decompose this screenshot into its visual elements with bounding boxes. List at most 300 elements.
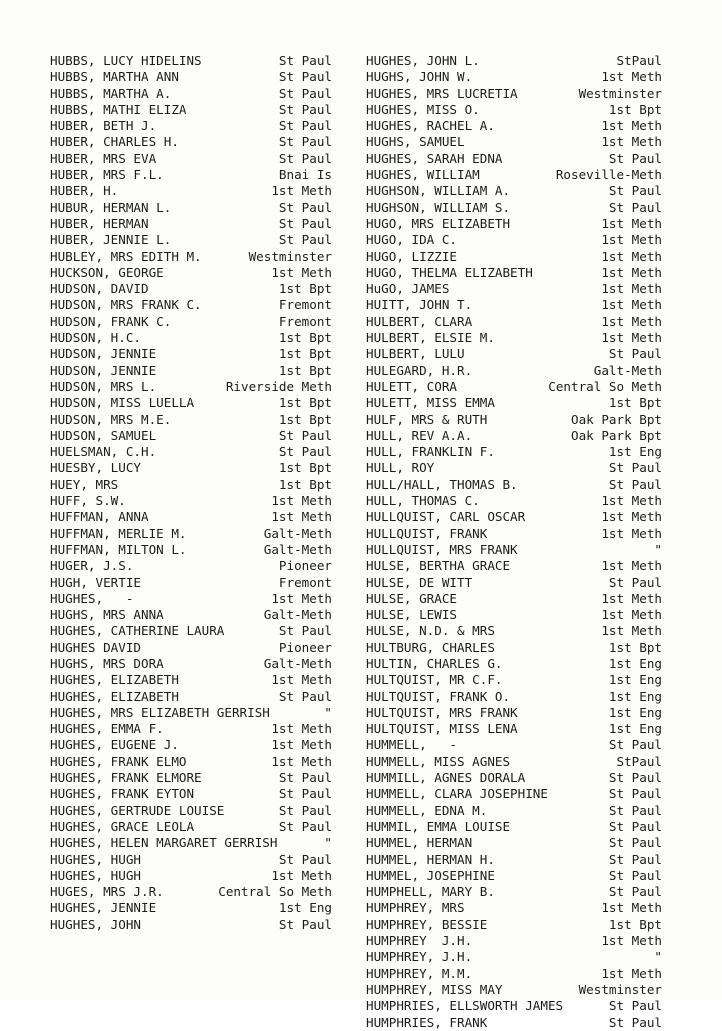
entry-church: 1st Bpt bbox=[278, 460, 332, 476]
entry-name: HULL, THOMAS C. bbox=[366, 493, 480, 509]
entry-name: HUFFMAN, MERLIE M. bbox=[50, 525, 187, 541]
entry-church: 1st Eng bbox=[608, 688, 662, 704]
entry-church: St Paul bbox=[608, 802, 662, 818]
entry-name: HUFF, S.W. bbox=[50, 493, 126, 509]
entry-name: HUMPHELL, MARY B. bbox=[366, 884, 495, 900]
entry-church: Pioneer bbox=[278, 558, 332, 574]
entry-name: HUMMEL, HERMAN bbox=[366, 835, 473, 851]
entry-name: HUGO, THELMA ELIZABETH bbox=[366, 264, 533, 280]
entry-name: HULTBURG, CHARLES bbox=[366, 639, 495, 655]
entry-row bbox=[50, 151, 332, 167]
entry-row bbox=[366, 542, 662, 558]
entry-row bbox=[50, 575, 332, 591]
entry-church: Fremont bbox=[278, 313, 332, 329]
entry-church: Bnai Is bbox=[278, 167, 332, 183]
entry-row bbox=[50, 754, 332, 770]
entry-row bbox=[50, 330, 332, 346]
entry-row bbox=[50, 395, 332, 411]
entry-row bbox=[366, 1015, 662, 1031]
entry-name: HUDSON, FRANK C. bbox=[50, 313, 172, 329]
entry-name: HULTQUIST, FRANK O. bbox=[366, 688, 511, 704]
entry-church: " bbox=[654, 949, 662, 965]
entry-church: St Paul bbox=[278, 101, 332, 117]
entry-church: " bbox=[324, 704, 332, 720]
entry-church: St Paul bbox=[278, 444, 332, 460]
entry-church: 1st Meth bbox=[271, 867, 332, 883]
entry-church: Westminster bbox=[578, 85, 662, 101]
entry-church: 1st Meth bbox=[601, 215, 662, 231]
entry-church: Galt-Meth bbox=[263, 655, 332, 671]
entry-church: St Paul bbox=[608, 1014, 662, 1030]
entry-row bbox=[50, 200, 332, 216]
entry-row bbox=[366, 998, 662, 1014]
entry-name: HUGHES, EMMA F. bbox=[50, 721, 164, 737]
entry-row bbox=[366, 770, 662, 786]
entry-name: HUDSON, DAVID bbox=[50, 281, 149, 297]
entry-church: St Paul bbox=[608, 835, 662, 851]
entry-row bbox=[50, 656, 332, 672]
entry-row bbox=[50, 428, 332, 444]
entry-row bbox=[50, 868, 332, 884]
entry-church: Galt-Meth bbox=[593, 362, 662, 378]
entry-name: HUDSON, JENNIE bbox=[50, 362, 157, 378]
entry-church: St Paul bbox=[608, 183, 662, 199]
entry-name: HUGHES DAVID bbox=[50, 639, 141, 655]
entry-row bbox=[50, 819, 332, 835]
entry-name: HUBUR, HERMAN L. bbox=[50, 199, 172, 215]
entry-name: HUGES, MRS J.R. bbox=[50, 884, 164, 900]
entry-name: HUMMELL, - bbox=[366, 737, 457, 753]
entry-church: 1st Meth bbox=[601, 69, 662, 85]
entry-name: HUGHSON, WILLIAM S. bbox=[366, 199, 511, 215]
entry-name: HUDSON, SAMUEL bbox=[50, 427, 157, 443]
entry-row bbox=[366, 281, 662, 297]
entry-row bbox=[50, 346, 332, 362]
entry-name: HUMMEL, JOSEPHINE bbox=[366, 867, 495, 883]
entry-name: HUDSON, H.C. bbox=[50, 330, 141, 346]
entry-church: 1st Eng bbox=[608, 721, 662, 737]
entry-row bbox=[366, 786, 662, 802]
entry-name: HUGHES, ELIZABETH bbox=[50, 688, 179, 704]
entry-church: St Paul bbox=[608, 199, 662, 215]
entry-name: HUGHES, JOHN bbox=[50, 916, 141, 932]
entry-church: 1st Meth bbox=[601, 509, 662, 525]
entry-row bbox=[50, 297, 332, 313]
entry-row bbox=[366, 900, 662, 916]
entry-church: " bbox=[324, 835, 332, 851]
entry-church: 1st Eng bbox=[608, 444, 662, 460]
entry-church: 1st Meth bbox=[601, 590, 662, 606]
entry-name: HUMPHREY, M.M. bbox=[366, 965, 473, 981]
entry-church: Galt-Meth bbox=[263, 525, 332, 541]
entry-name: HUGER, J.S. bbox=[50, 558, 134, 574]
entry-row bbox=[50, 118, 332, 134]
entry-name: HUGHES, HUGH bbox=[50, 867, 141, 883]
entry-church: St Paul bbox=[278, 802, 332, 818]
entry-name: HUBER, BETH J. bbox=[50, 118, 157, 134]
entry-row bbox=[366, 412, 662, 428]
entry-church: Fremont bbox=[278, 574, 332, 590]
entry-row bbox=[366, 852, 662, 868]
entry-row bbox=[50, 232, 332, 248]
entry-church: St Paul bbox=[278, 69, 332, 85]
entry-church: St Paul bbox=[608, 346, 662, 362]
entry-church: 1st Eng bbox=[278, 900, 332, 916]
entry-row bbox=[366, 102, 662, 118]
entry-row bbox=[366, 314, 662, 330]
entry-name: HUMMEL, HERMAN H. bbox=[366, 851, 495, 867]
entry-row bbox=[366, 53, 662, 69]
entry-name: HULEGARD, H.R. bbox=[366, 362, 473, 378]
entry-name: HULTIN, CHARLES G. bbox=[366, 655, 503, 671]
entry-row bbox=[50, 134, 332, 150]
entry-row bbox=[366, 591, 662, 607]
right-column bbox=[366, 53, 662, 1031]
entry-name: HUMPHREY, J.H. bbox=[366, 949, 473, 965]
entry-name: HUGHES, FRANK ELMO bbox=[50, 753, 187, 769]
entry-name: HUGHES, HELEN MARGARET GERRISH bbox=[50, 835, 278, 851]
entry-row bbox=[366, 379, 662, 395]
entry-row bbox=[366, 249, 662, 265]
entry-row bbox=[366, 477, 662, 493]
entry-church: St Paul bbox=[278, 134, 332, 150]
entry-name: HUGHES, SARAH EDNA bbox=[366, 150, 503, 166]
entry-name: HULL, ROY bbox=[366, 460, 435, 476]
entry-row bbox=[366, 428, 662, 444]
entry-church: Pioneer bbox=[278, 639, 332, 655]
entry-row bbox=[366, 493, 662, 509]
entry-row bbox=[366, 721, 662, 737]
entry-church: 1st Bpt bbox=[278, 476, 332, 492]
entry-row bbox=[50, 86, 332, 102]
entry-row bbox=[50, 281, 332, 297]
entry-name: HULBERT, ELSIE M. bbox=[366, 330, 495, 346]
entry-church: 1st Meth bbox=[271, 737, 332, 753]
entry-row bbox=[50, 379, 332, 395]
entry-row bbox=[50, 884, 332, 900]
entry-row bbox=[50, 672, 332, 688]
entry-church: " bbox=[654, 541, 662, 557]
entry-name: HUDSON, JENNIE bbox=[50, 346, 157, 362]
entry-row bbox=[366, 232, 662, 248]
entry-church: 1st Eng bbox=[608, 672, 662, 688]
entry-row bbox=[366, 118, 662, 134]
entry-row bbox=[366, 216, 662, 232]
entry-name: HUBBS, LUCY HIDELINS bbox=[50, 53, 202, 68]
entry-name: HUGH, VERTIE bbox=[50, 574, 141, 590]
entry-row bbox=[50, 526, 332, 542]
entry-name: HUDSON, MRS M.E. bbox=[50, 411, 172, 427]
entry-church: St Paul bbox=[608, 476, 662, 492]
entry-church: 1st Meth bbox=[601, 264, 662, 280]
entry-name: HUBER, MRS F.L. bbox=[50, 167, 164, 183]
entry-row bbox=[366, 460, 662, 476]
entry-row bbox=[366, 640, 662, 656]
entry-name: HUGHES, MRS LUCRETIA bbox=[366, 85, 518, 101]
entry-name: HULL/HALL, THOMAS B. bbox=[366, 476, 518, 492]
entry-name: HUFFMAN, ANNA bbox=[50, 509, 149, 525]
entry-church: 1st Bpt bbox=[278, 411, 332, 427]
entry-church: 1st Bpt bbox=[278, 330, 332, 346]
entry-name: HUGHES, ELIZABETH bbox=[50, 672, 179, 688]
entry-church: 1st Meth bbox=[601, 900, 662, 916]
entry-name: HUGHS, JOHN W. bbox=[366, 69, 473, 85]
entry-name: HULLQUIST, MRS FRANK bbox=[366, 541, 518, 557]
entry-name: HUITT, JOHN T. bbox=[366, 297, 473, 313]
entry-name: HUMMILL, AGNES DORALA bbox=[366, 770, 526, 786]
entry-name: HUCKSON, GEORGE bbox=[50, 264, 164, 280]
entry-church: 1st Meth bbox=[601, 623, 662, 639]
entry-name: HUMMIL, EMMA LOUISE bbox=[366, 818, 511, 834]
entry-name: HULTQUIST, MISS LENA bbox=[366, 721, 518, 737]
entry-name: HUMPHRIES, ELLSWORTH JAMES bbox=[366, 998, 564, 1014]
entry-church: 1st Meth bbox=[601, 248, 662, 264]
entry-church: 1st Meth bbox=[601, 525, 662, 541]
entry-church: St Paul bbox=[608, 998, 662, 1014]
entry-church: Oak Park Bpt bbox=[571, 427, 662, 443]
entry-name: HUDSON, MRS L. bbox=[50, 378, 157, 394]
entry-church: St Paul bbox=[608, 851, 662, 867]
entry-church: St Paul bbox=[278, 85, 332, 101]
entry-row bbox=[50, 314, 332, 330]
entry-church: St Paul bbox=[278, 215, 332, 231]
entry-name: HUMMELL, EDNA M. bbox=[366, 802, 488, 818]
entry-row bbox=[366, 868, 662, 884]
entry-row bbox=[366, 966, 662, 982]
entry-row bbox=[366, 444, 662, 460]
entry-row bbox=[366, 167, 662, 183]
entry-name: HUBBS, MARTHA A. bbox=[50, 85, 172, 101]
entry-row bbox=[366, 297, 662, 313]
entry-church: St Paul bbox=[608, 786, 662, 802]
entry-name: HUGHS, SAMUEL bbox=[366, 134, 465, 150]
entry-name: HULBERT, LULU bbox=[366, 346, 465, 362]
entry-name: HUGHES, RACHEL A. bbox=[366, 118, 495, 134]
entry-row bbox=[366, 705, 662, 721]
entry-name: HUELSMAN, C.H. bbox=[50, 444, 157, 460]
entry-row bbox=[366, 949, 662, 965]
entry-church: St Paul bbox=[278, 786, 332, 802]
entry-name: HUGHES, JENNIE bbox=[50, 900, 157, 916]
entry-name: HULBERT, CLARA bbox=[366, 313, 473, 329]
entry-church: St Paul bbox=[278, 770, 332, 786]
entry-name: HUGHES, FRANK ELMORE bbox=[50, 770, 202, 786]
entry-row bbox=[366, 835, 662, 851]
entry-name: HUBBS, MATHI ELIZA bbox=[50, 101, 187, 117]
entry-church: Westminster bbox=[248, 248, 332, 264]
entry-row bbox=[50, 509, 332, 525]
entry-church: St Paul bbox=[608, 460, 662, 476]
entry-church: Galt-Meth bbox=[263, 607, 332, 623]
entry-row bbox=[366, 330, 662, 346]
entry-church: 1st Meth bbox=[601, 607, 662, 623]
entry-row bbox=[50, 852, 332, 868]
entry-church: 1st Meth bbox=[601, 313, 662, 329]
entry-name: HUGHES, EUGENE J. bbox=[50, 737, 179, 753]
entry-row bbox=[366, 754, 662, 770]
entry-church: StPaul bbox=[616, 53, 662, 68]
entry-name: HUGO, LIZZIE bbox=[366, 248, 457, 264]
entry-name: HUMMELL, MISS AGNES bbox=[366, 753, 511, 769]
entry-church: Central So Meth bbox=[548, 378, 662, 394]
entry-name: HUESBY, LUCY bbox=[50, 460, 141, 476]
entry-name: HULLQUIST, FRANK bbox=[366, 525, 488, 541]
entry-row bbox=[366, 884, 662, 900]
entry-church: St Paul bbox=[608, 737, 662, 753]
entry-church: 1st Meth bbox=[601, 118, 662, 134]
entry-name: HULETT, CORA bbox=[366, 378, 457, 394]
entry-row bbox=[366, 819, 662, 835]
entry-church: 1st Meth bbox=[601, 933, 662, 949]
entry-row bbox=[50, 493, 332, 509]
entry-row bbox=[50, 591, 332, 607]
entry-name: HULL, REV A.A. bbox=[366, 427, 473, 443]
entry-name: HUBER, HERMAN bbox=[50, 215, 149, 231]
entry-church: St Paul bbox=[278, 232, 332, 248]
entry-name: HULETT, MISS EMMA bbox=[366, 395, 495, 411]
entry-church: St Paul bbox=[278, 818, 332, 834]
entry-row bbox=[50, 623, 332, 639]
entry-row bbox=[50, 444, 332, 460]
entry-name: HUGHES, HUGH bbox=[50, 851, 141, 867]
entry-row bbox=[366, 69, 662, 85]
entry-church: Galt-Meth bbox=[263, 541, 332, 557]
entry-row bbox=[50, 705, 332, 721]
entry-name: HUMMELL, CLARA JOSEPHINE bbox=[366, 786, 548, 802]
entry-name: HUGHES, MISS O. bbox=[366, 101, 480, 117]
entry-row bbox=[50, 640, 332, 656]
entry-row bbox=[366, 265, 662, 281]
entry-church: Roseville-Meth bbox=[555, 167, 662, 183]
left-column bbox=[50, 53, 332, 933]
entry-church: 1st Bpt bbox=[278, 362, 332, 378]
entry-church: Westminster bbox=[578, 981, 662, 997]
entry-name: HUGHES, FRANK EYTON bbox=[50, 786, 195, 802]
entry-row bbox=[366, 982, 662, 998]
entry-name: HUFFMAN, MILTON L. bbox=[50, 541, 187, 557]
entry-church: 1st Meth bbox=[601, 281, 662, 297]
entry-church: St Paul bbox=[278, 623, 332, 639]
entry-name: HUGO, MRS ELIZABETH bbox=[366, 215, 511, 231]
entry-row bbox=[366, 623, 662, 639]
entry-church: St Paul bbox=[278, 916, 332, 932]
entry-church: 1st Bpt bbox=[608, 639, 662, 655]
entry-name: HUGHES, MRS ELIZABETH GERRISH bbox=[50, 704, 270, 720]
entry-name: HULSE, LEWIS bbox=[366, 607, 457, 623]
entry-row bbox=[366, 346, 662, 362]
entry-church: 1st Meth bbox=[271, 590, 332, 606]
entry-row bbox=[50, 917, 332, 933]
entry-name: HULTQUIST, MR C.F. bbox=[366, 672, 503, 688]
entry-church: St Paul bbox=[278, 118, 332, 134]
entry-row bbox=[50, 607, 332, 623]
entry-church: 1st Meth bbox=[601, 232, 662, 248]
entry-row bbox=[50, 900, 332, 916]
entry-church: 1st Bpt bbox=[278, 281, 332, 297]
entry-church: Fremont bbox=[278, 297, 332, 313]
entry-church: Central So Meth bbox=[218, 884, 332, 900]
entry-church: St Paul bbox=[278, 53, 332, 68]
entry-name: HUGHES, - bbox=[50, 590, 134, 606]
entry-church: 1st Eng bbox=[608, 655, 662, 671]
entry-row bbox=[50, 249, 332, 265]
entry-church: StPaul bbox=[616, 753, 662, 769]
entry-church: St Paul bbox=[278, 199, 332, 215]
entry-row bbox=[50, 689, 332, 705]
entry-name: HUMPHREY, MRS bbox=[366, 900, 465, 916]
entry-name: HULF, MRS & RUTH bbox=[366, 411, 488, 427]
entry-name: HUBER, H. bbox=[50, 183, 119, 199]
entry-name: HUBBS, MARTHA ANN bbox=[50, 69, 179, 85]
entry-row bbox=[50, 558, 332, 574]
entry-name: HUGHES, GERTRUDE LOUISE bbox=[50, 802, 225, 818]
entry-name: HULSE, BERTHA GRACE bbox=[366, 558, 511, 574]
entry-church: St Paul bbox=[278, 688, 332, 704]
entry-church: 1st Meth bbox=[601, 965, 662, 981]
entry-name: HUBER, MRS EVA bbox=[50, 150, 157, 166]
entry-church: 1st Meth bbox=[271, 264, 332, 280]
entry-row bbox=[366, 917, 662, 933]
entry-row bbox=[366, 526, 662, 542]
entry-church: St Paul bbox=[608, 818, 662, 834]
entry-church: St Paul bbox=[278, 427, 332, 443]
entry-church: St Paul bbox=[608, 150, 662, 166]
entry-church: 1st Meth bbox=[271, 493, 332, 509]
entry-name: HULSE, DE WITT bbox=[366, 574, 473, 590]
entry-row bbox=[366, 200, 662, 216]
entry-row bbox=[366, 933, 662, 949]
entry-name: HUMPHREY, MISS MAY bbox=[366, 981, 503, 997]
entry-row bbox=[366, 363, 662, 379]
entry-church: St Paul bbox=[608, 884, 662, 900]
entry-church: 1st Bpt bbox=[608, 101, 662, 117]
entry-row bbox=[366, 558, 662, 574]
entry-name: HULLQUIST, CARL OSCAR bbox=[366, 509, 526, 525]
entry-church: 1st Meth bbox=[271, 183, 332, 199]
entry-row bbox=[50, 770, 332, 786]
entry-church: Oak Park Bpt bbox=[571, 411, 662, 427]
entry-row bbox=[366, 134, 662, 150]
entry-church: 1st Meth bbox=[601, 134, 662, 150]
entry-church: 1st Eng bbox=[608, 704, 662, 720]
entry-name: HUGO, IDA C. bbox=[366, 232, 457, 248]
entry-row bbox=[50, 265, 332, 281]
entry-name: HUGHS, MRS DORA bbox=[50, 655, 164, 671]
entry-row bbox=[50, 363, 332, 379]
entry-church: 1st Bpt bbox=[278, 395, 332, 411]
entry-church: 1st Meth bbox=[601, 558, 662, 574]
entry-name: HUGHSON, WILLIAM A. bbox=[366, 183, 511, 199]
entry-name: HUGHES, WILLIAM bbox=[366, 167, 480, 183]
entry-church: 1st Meth bbox=[271, 753, 332, 769]
entry-name: HUDSON, MISS LUELLA bbox=[50, 395, 195, 411]
entry-name: HUBER, CHARLES H. bbox=[50, 134, 179, 150]
entry-row bbox=[50, 460, 332, 476]
entry-name: HULSE, N.D. & MRS bbox=[366, 623, 495, 639]
entry-church: 1st Meth bbox=[601, 297, 662, 313]
entry-name: HUEY, MRS bbox=[50, 476, 119, 492]
entry-row bbox=[50, 167, 332, 183]
entry-church: St Paul bbox=[278, 851, 332, 867]
entry-row bbox=[50, 542, 332, 558]
entry-church: 1st Meth bbox=[271, 509, 332, 525]
entry-name: HUMPHREY J.H. bbox=[366, 933, 473, 949]
entry-row bbox=[366, 509, 662, 525]
entry-church: 1st Meth bbox=[601, 493, 662, 509]
entry-church: 1st Meth bbox=[271, 672, 332, 688]
entry-row bbox=[50, 737, 332, 753]
entry-church: St Paul bbox=[278, 150, 332, 166]
